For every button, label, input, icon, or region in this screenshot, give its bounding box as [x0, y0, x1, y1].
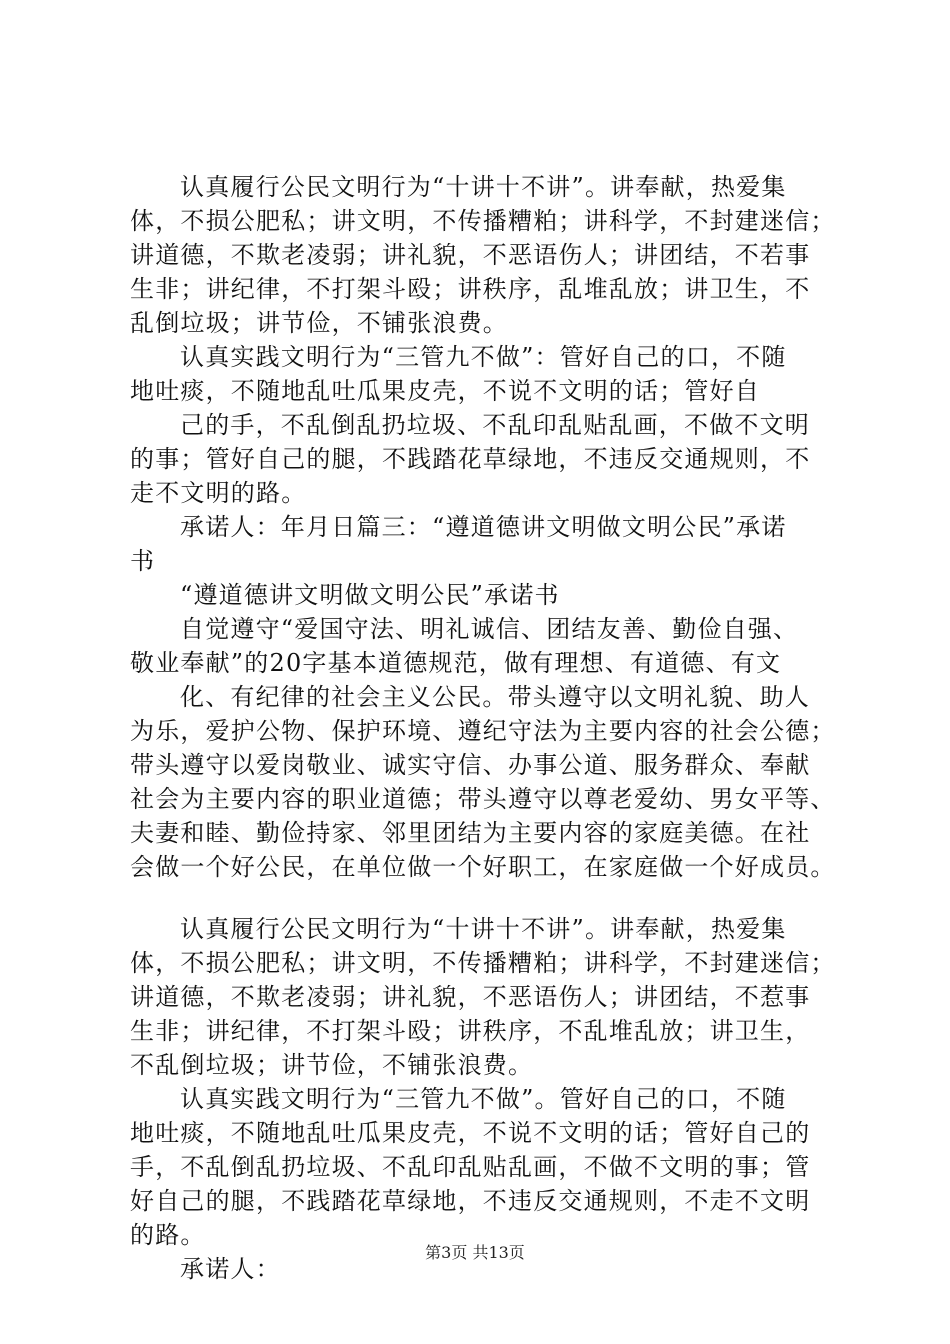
text-line: 好自己的腿，不践踏花草绿地，不违反交通规则，不走不文明 — [130, 1187, 811, 1215]
text-line: 乱倒垃圾；讲节俭，不铺张浪费。 — [130, 309, 508, 337]
text-line: 生非；讲纪律，不打架斗殴；讲秩序，乱堆乱放；讲卫生，不 — [130, 275, 811, 303]
text-line: 带头遵守以爱岗敬业、诚实守信、办事公道、服务群众、奉献 — [130, 751, 811, 779]
paragraph-gap — [130, 884, 830, 912]
text-line: 手，不乱倒乱扔垃圾、不乱印乱贴乱画，不做不文明的事；管 — [130, 1153, 811, 1181]
text-line: 化、有纪律的社会主义公民。带头遵守以文明礼貌、助人 — [180, 683, 810, 711]
page-number: 第3页 共13页 — [425, 1243, 525, 1262]
text-line: 会做一个好公民，在单位做一个好职工，在家庭做一个好成员。 — [130, 853, 836, 881]
text-line: 体，不损公肥私；讲文明，不传播糟粕；讲科学，不封建迷信； — [130, 207, 836, 235]
text-block-2 — [130, 912, 836, 1286]
text-line: 承诺人：年月日篇三：“遵道德讲文明做文明公民”承诺 — [180, 513, 787, 541]
text-line: 体，不损公肥私；讲文明，不传播糟粕；讲科学，不封建迷信； — [130, 949, 836, 977]
text-line: 敬业奉献”的20字基本道德规范，做有理想、有道德、有文 — [130, 649, 782, 677]
text-line: 认真实践文明行为“三管九不做”。管好自己的口，不随 — [180, 1085, 787, 1113]
text-line: 认真履行公民文明行为“十讲十不讲”。讲奉献，热爱集 — [180, 173, 787, 201]
text-line: 讲道德，不欺老凌弱；讲礼貌，不恶语伤人；讲团结，不惹事 — [130, 983, 811, 1011]
text-line: 自觉遵守“爱国守法、明礼诚信、团结友善、勤俭自强、 — [180, 615, 799, 643]
document-body — [130, 170, 836, 1286]
text-line: 走不文明的路。 — [130, 479, 307, 507]
text-line: 社会为主要内容的职业道德；带头遵守以尊老爱幼、男女平等、 — [130, 785, 836, 813]
text-line: 的路。 — [130, 1221, 206, 1249]
text-line: 书 — [130, 547, 156, 575]
text-line: 讲道德，不欺老凌弱；讲礼貌，不恶语伤人；讲团结，不若事 — [130, 241, 811, 269]
signature-label: 承诺人： — [180, 1255, 281, 1283]
text-line: 己的手，不乱倒乱扔垃圾、不乱印乱贴乱画，不做不文明 — [180, 411, 810, 439]
text-line: 为乐，爱护公物、保护环境、遵纪守法为主要内容的社会公德； — [130, 717, 836, 745]
text-line: 不乱倒垃圾；讲节俭，不铺张浪费。 — [130, 1051, 534, 1079]
text-line: 认真履行公民文明行为“十讲十不讲”。讲奉献，热爱集 — [180, 915, 787, 943]
text-block-1 — [130, 170, 836, 884]
section-title: “遵道德讲文明做文明公民”承诺书 — [180, 581, 560, 609]
text-line: 生非；讲纪律，不打架斗殴；讲秩序，不乱堆乱放；讲卫生， — [130, 1017, 811, 1045]
text-line: 的事；管好自己的腿，不践踏花草绿地，不违反交通规则，不 — [130, 445, 811, 473]
text-line: 地吐痰，不随地乱吐瓜果皮壳，不说不文明的话；管好自 — [130, 377, 760, 405]
text-line: 认真实践文明行为“三管九不做”：管好自己的口，不随 — [180, 343, 787, 371]
text-line: 夫妻和睦、勤俭持家、邻里团结为主要内容的家庭美德。在社 — [130, 819, 811, 847]
text-line: 地吐痰，不随地乱吐瓜果皮壳，不说不文明的话；管好自己的 — [130, 1119, 811, 1147]
page-footer — [0, 1243, 950, 1263]
